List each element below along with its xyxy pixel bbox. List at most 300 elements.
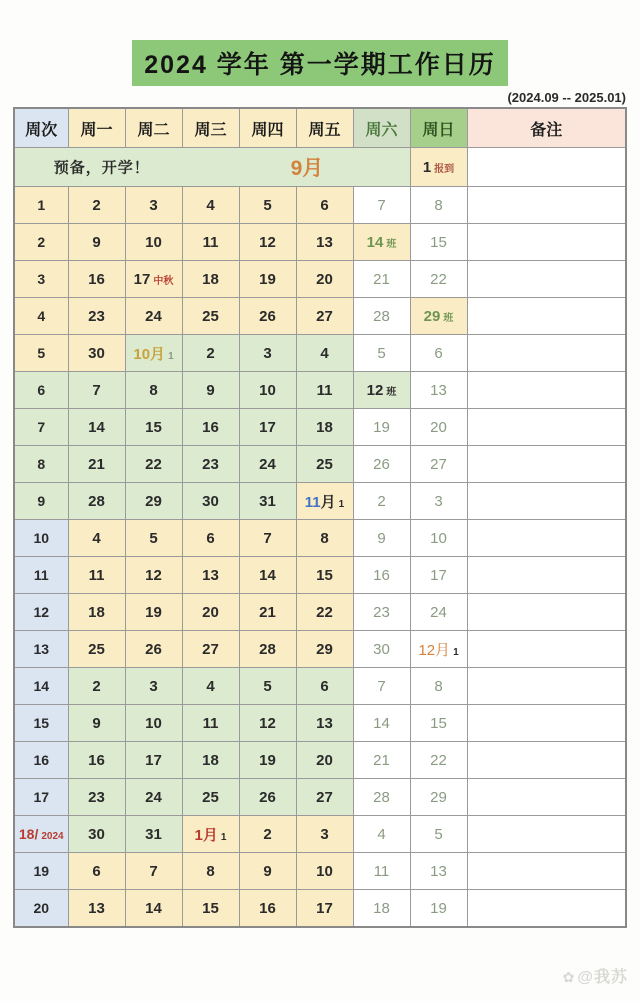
day-number: 31 [259,492,276,510]
day-number: 17 [259,418,276,436]
page-title: 2024 学年 第一学期工作日历 [132,40,508,86]
day-number: 28 [373,788,390,806]
weekday-cell [239,520,296,557]
weekday-cell [182,853,239,890]
header-friday: 周五 [296,108,353,148]
weekday-cell [239,853,296,890]
day-number: 26 [259,307,276,325]
weekday-cell [182,409,239,446]
weekday-cell [125,594,182,631]
calendar-week-row [14,483,626,520]
day-number: 14 [259,566,276,584]
weekday-cell [125,224,182,261]
weekday-cell [68,298,125,335]
weekend-day-cell [353,372,410,409]
weekend-day-cell [353,779,410,816]
day-number: 4 [37,307,46,324]
weekday-cell [239,816,296,853]
day-number: 27 [316,788,333,806]
weekday-cell [68,631,125,668]
day-tag: 2024 [41,830,64,842]
weekday-cell [296,742,353,779]
day-number: 15 [316,566,333,584]
day-number: 11 [202,233,219,251]
day-number: 1 [37,196,46,213]
day-number: 27 [316,307,333,325]
header-monday: 周一 [68,108,125,148]
weekday-cell [125,372,182,409]
day-number: 9 [92,714,101,732]
weekday-cell [296,816,353,853]
day-number: 19 [259,270,276,288]
day-number: 3 [149,196,158,214]
week-number-cell [14,594,68,631]
weekday-cell [239,409,296,446]
september-month-label: 9月 [290,157,324,180]
day-number: 9 [206,381,215,399]
day-number: 12 [33,603,50,620]
weekend-day-cell [410,890,467,928]
note-cell [467,705,626,742]
weekend-day-cell [410,557,467,594]
day-number: 14 [145,899,162,917]
day-number: 17 [316,899,333,917]
day-number: 22 [430,751,447,769]
weekday-cell [296,853,353,890]
day-number: 15 [430,233,447,251]
weekday-cell [125,853,182,890]
weekend-day-cell [410,668,467,705]
weekday-cell [182,631,239,668]
weekday-cell [296,594,353,631]
calendar-week-row [14,890,626,928]
day-number: 2 [377,492,386,510]
weekend-day-cell [353,409,410,446]
weekday-cell [239,557,296,594]
day-number: 2 [263,825,272,843]
calendar-week-row [14,853,626,890]
weekday-cell [125,335,182,372]
week-number-cell [14,224,68,261]
day-number: 25 [202,307,219,325]
day-number: 4 [377,825,386,843]
note-cell [467,224,626,261]
day-number: 11 [316,381,333,399]
day-number: 23 [88,307,105,325]
day-number: 3 [320,825,329,843]
day-number: 27 [202,640,219,658]
day-tag: 班 [443,312,454,324]
note-cell [467,742,626,779]
day-number: 6 [320,196,329,214]
weekday-cell [125,668,182,705]
week-number-cell [14,742,68,779]
weekday-cell [296,705,353,742]
day-number: 30 [202,492,219,510]
weekend-day-cell [410,816,467,853]
day-number: 8 [206,862,215,880]
weekday-cell [239,668,296,705]
day-tag: 班 [386,238,397,250]
day-number: 20 [202,603,219,621]
day-number: 6 [320,677,329,695]
day-number: 8 [149,381,158,399]
weekday-cell [125,520,182,557]
day-number: 12 [366,381,384,399]
week-number-cell [14,335,68,372]
weekday-cell [182,705,239,742]
calendar-week-row [14,594,626,631]
weekday-cell [68,705,125,742]
weekend-day-cell [410,594,467,631]
day-number: 13 [316,714,333,732]
weekday-cell [239,705,296,742]
weekend-day-cell [353,520,410,557]
day-number: 7 [37,418,46,435]
day-number: 6 [434,344,443,362]
weekend-day-cell [410,742,467,779]
day-number: 13 [430,381,447,399]
day-number: 7 [263,529,272,547]
day-number: 7 [377,677,386,695]
note-cell [467,668,626,705]
day-number: 28 [373,307,390,325]
weekday-cell [125,816,182,853]
weekend-day-cell [410,483,467,520]
day-number: 5 [263,677,272,695]
week-number-cell [14,446,68,483]
header-sunday: 周日 [410,108,467,148]
week-number-cell [14,705,68,742]
day-number: 24 [145,307,162,325]
day-number: 25 [316,455,333,473]
header-tuesday: 周二 [125,108,182,148]
day-number: 21 [88,455,105,473]
day-number: 17 [133,270,151,288]
weekday-cell [296,224,353,261]
header-row [14,108,626,148]
day-number: 9 [37,492,46,509]
day-number: 11 [304,493,321,511]
day-number: 18 [202,751,219,769]
day-number: 4 [206,677,215,695]
week-number-cell [14,483,68,520]
note-cell [467,779,626,816]
day-number: 20 [33,899,50,916]
note-cell [467,446,626,483]
weekday-cell [68,853,125,890]
day-number: 24 [145,788,162,806]
day-number: 10 [145,714,162,732]
weekday-cell [239,298,296,335]
day-number: 24 [259,455,276,473]
date-range-subtitle: (2024.09 -- 2025.01) [507,90,626,105]
day-number: 5 [37,344,46,361]
note-cell [467,409,626,446]
weekday-cell [68,594,125,631]
registration-day-number: 1 [422,158,432,176]
note-cell [467,483,626,520]
day-number: 23 [88,788,105,806]
weekend-day-cell [353,298,410,335]
weekend-day-cell [353,631,410,668]
day-number: 12 [145,566,162,584]
september-banner-row [14,148,626,187]
weekend-day-cell [410,520,467,557]
weekday-cell [68,742,125,779]
title-bar [0,40,640,86]
day-number: 9 [263,862,272,880]
weekday-cell [125,631,182,668]
note-cell [467,890,626,928]
weekday-cell [125,742,182,779]
day-number: 13 [88,899,105,917]
weekday-cell [239,187,296,224]
weekday-cell [125,890,182,928]
weekday-cell [296,335,353,372]
note-cell [467,557,626,594]
day-number: 29 [430,788,447,806]
day-number: 27 [430,455,447,473]
day-number: 11 [373,862,390,880]
day-number: 30 [88,344,105,362]
day-number: 12 [259,714,276,732]
day-number: 7 [377,196,386,214]
week-number-cell [14,187,68,224]
header-week-index: 周次 [14,108,68,148]
weekday-cell [239,261,296,298]
weekend-day-cell [353,335,410,372]
day-number: 3 [263,344,272,362]
weekday-cell [182,557,239,594]
note-cell [467,187,626,224]
weekday-cell [239,335,296,372]
day-number: 9 [92,233,101,251]
day-number: 10月 [133,345,166,363]
day-number: 28 [259,640,276,658]
week-number-cell [14,816,68,853]
day-number: 8 [320,529,329,547]
week-number-cell [14,779,68,816]
day-number: 11 [88,566,105,584]
semester-start-note: 预备，开学！ [53,159,150,177]
weekday-cell [182,520,239,557]
weekday-cell [239,372,296,409]
weekday-cell [68,187,125,224]
weekday-cell [296,668,353,705]
day-number: 13 [33,640,50,657]
note-cell [467,816,626,853]
day-number: 6 [37,381,46,398]
day-number: 18 [202,270,219,288]
note-cell [467,372,626,409]
weekday-cell [239,224,296,261]
header-saturday: 周六 [353,108,410,148]
note-cell [467,261,626,298]
weekend-day-cell [353,890,410,928]
week-number-cell [14,409,68,446]
day-number: 5 [377,344,386,362]
day-tag: 1 [338,498,345,510]
day-number: 29 [316,640,333,658]
day-number: 6 [206,529,215,547]
weekday-cell [239,742,296,779]
weekday-cell [239,446,296,483]
weekend-day-cell [410,631,467,668]
day-number: 17 [33,788,50,805]
weekend-day-cell [410,705,467,742]
weekday-cell [182,446,239,483]
weekday-cell [296,890,353,928]
day-number: 13 [202,566,219,584]
weekday-cell [182,483,239,520]
day-number: 2 [92,196,101,214]
calendar-week-row [14,261,626,298]
weekday-cell [125,187,182,224]
day-number: 10 [33,529,50,546]
day-number: 15 [145,418,162,436]
calendar-week-row [14,372,626,409]
calendar-week-row [14,779,626,816]
day-number: 17 [145,751,162,769]
header-wednesday: 周三 [182,108,239,148]
day-number: 16 [373,566,390,584]
day-number: 10 [430,529,447,547]
weekday-cell [182,298,239,335]
day-number: 14 [33,677,50,694]
week-number-cell [14,557,68,594]
day-number: 31 [145,825,162,843]
weekend-day-cell [410,446,467,483]
weekday-cell [296,372,353,409]
day-number: 3 [37,270,46,287]
weekend-day-cell [353,483,410,520]
week-number-cell [14,372,68,409]
day-number: 25 [202,788,219,806]
day-number: 15 [202,899,219,917]
day-number: 4 [206,196,215,214]
weekday-cell [68,890,125,928]
calendar-week-row [14,668,626,705]
weekday-cell [125,298,182,335]
weekday-cell [182,261,239,298]
day-number: 5 [149,529,158,547]
weekday-cell [296,779,353,816]
weekend-day-cell [353,446,410,483]
day-number: 19 [373,418,390,436]
day-number: 30 [373,640,390,658]
day-number: 5 [263,196,272,214]
weekend-day-cell [353,816,410,853]
day-number: 16 [202,418,219,436]
weekday-cell [68,409,125,446]
day-number: 14 [88,418,105,436]
day-number: 8 [434,677,443,695]
header-notes: 备注 [467,108,626,148]
day-number: 12 [259,233,276,251]
weekend-day-cell [410,187,467,224]
weekday-cell [182,890,239,928]
day-number: 1月 [194,826,218,844]
weekday-cell [296,409,353,446]
day-number: 14 [366,233,384,251]
day-number: 10 [259,381,276,399]
day-number: 13 [316,233,333,251]
day-number: 20 [316,751,333,769]
weekend-day-cell [410,335,467,372]
day-number: 22 [145,455,162,473]
day-number: 15 [430,714,447,732]
day-number: 20 [316,270,333,288]
weekday-cell [125,446,182,483]
note-cell [467,631,626,668]
header-thursday: 周四 [239,108,296,148]
day-number: 19 [33,862,50,879]
weekday-cell [239,631,296,668]
weekday-cell [68,557,125,594]
day-number: 8 [37,455,46,472]
note-cell [467,594,626,631]
weekend-day-cell [353,557,410,594]
note-cell [467,520,626,557]
day-number: 25 [88,640,105,658]
week-number-cell [14,631,68,668]
day-number: 21 [373,751,390,769]
day-number: 16 [33,751,50,768]
calendar-week-row [14,409,626,446]
weekday-cell [68,668,125,705]
weekday-cell [182,372,239,409]
weekend-day-cell [410,853,467,890]
day-number: 26 [145,640,162,658]
week-number-cell [14,853,68,890]
weekday-cell [296,631,353,668]
day-number: 26 [373,455,390,473]
weekday-cell [68,779,125,816]
calendar-week-row [14,705,626,742]
weekday-cell [125,779,182,816]
day-tag: 1 [168,350,174,362]
calendar-week-row [14,335,626,372]
weekday-cell [68,446,125,483]
day-number: 16 [259,899,276,917]
weekday-cell [182,668,239,705]
day-number: 30 [88,825,105,843]
weekend-day-cell [410,779,467,816]
weekend-day-cell [353,261,410,298]
weekday-cell [125,483,182,520]
weekday-cell [296,446,353,483]
weekend-day-cell [410,372,467,409]
registration-day-cell [410,148,467,187]
weekday-cell [296,261,353,298]
day-tag: 1 [220,831,227,843]
weekday-cell [125,705,182,742]
calendar-week-row [14,816,626,853]
weekend-day-cell [353,853,410,890]
day-number: 29 [423,307,441,325]
weekday-cell [239,779,296,816]
watermark: ✿ @我苏 [562,969,628,986]
weekend-day-cell [353,224,410,261]
note-cell [467,853,626,890]
weekday-cell [296,557,353,594]
day-number: 4 [320,344,329,362]
weekday-cell [239,890,296,928]
week-number-cell [14,668,68,705]
day-number: 2 [37,233,46,250]
weekend-day-cell [410,261,467,298]
